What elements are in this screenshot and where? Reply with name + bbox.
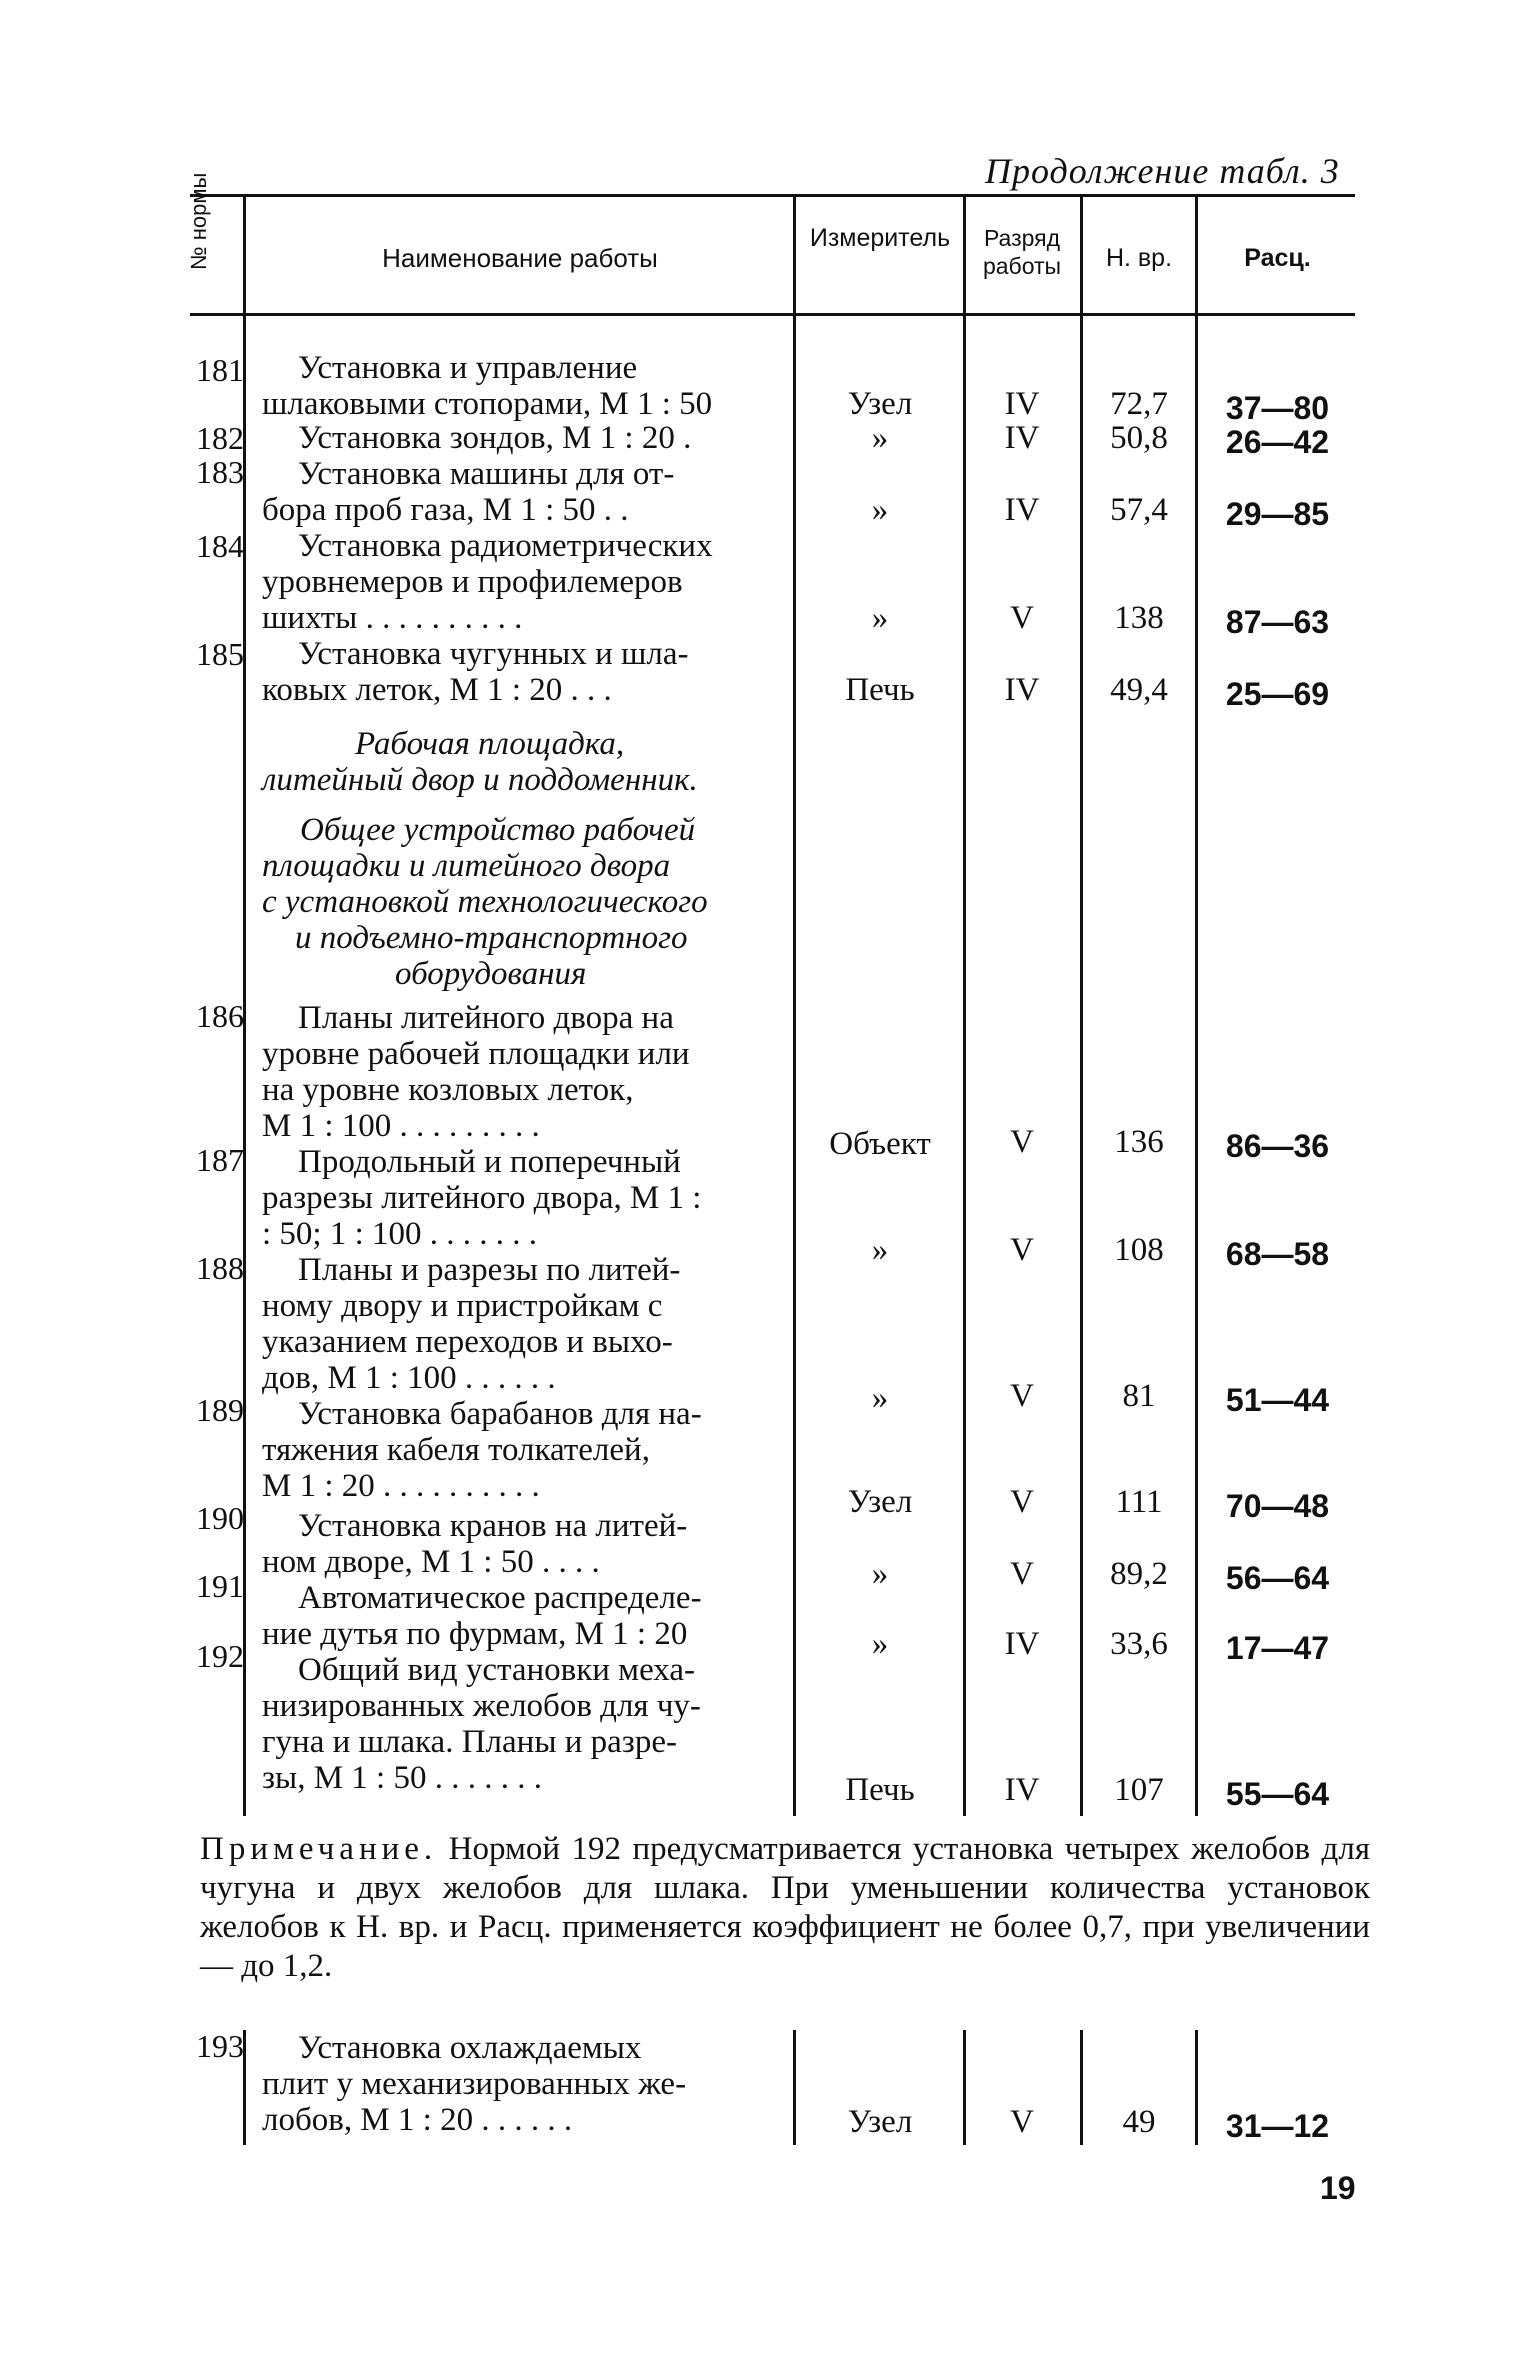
- header-nvr: Н. вр.: [1105, 244, 1173, 272]
- row-190-grade: V: [1010, 1556, 1034, 1592]
- row-193-divider-name: [793, 2030, 796, 2145]
- row-182-unit: »: [871, 420, 889, 456]
- row-192-text-1: Общий вид установки меха-: [298, 1652, 695, 1688]
- footnote-text: Нормой 192 предусматривается установка четырех желобов для чугуна и двух желобов для шлака. При уменьшении количества установок желобов к Н. вр. и Расц. применяется коэффициент не более 0,7, при увеличении — до 1,2.: [200, 1831, 1370, 1984]
- subsection-title-2: площадки и литейного двора: [262, 848, 671, 884]
- row-190-rate: 56—64: [1225, 1560, 1330, 1596]
- row-182-text-1: Установка зондов, М 1 : 20 .: [298, 420, 692, 456]
- row-186-rate: 86—36: [1225, 1128, 1330, 1164]
- top-rule: [190, 194, 1355, 197]
- row-181-rate: 37—80: [1225, 390, 1330, 426]
- row-189-text-1: Установка барабанов для на-: [298, 1396, 702, 1432]
- row-190-nvr: 89,2: [1110, 1556, 1168, 1592]
- col-divider-grade: [1080, 196, 1083, 1816]
- row-187-text-1: Продольный и поперечный: [298, 1144, 681, 1180]
- row-183-text-1: Установка машины для от-: [298, 456, 675, 492]
- row-184-unit: »: [871, 600, 889, 636]
- row-184-text-3: шихты . . . . . . . . . .: [262, 600, 523, 636]
- row-184-text-2: уровнемеров и профилемеров: [262, 564, 683, 600]
- row-184-nvr: 138: [1114, 600, 1164, 636]
- row-183-rate: 29—85: [1225, 496, 1330, 532]
- row-191-nvr: 33,6: [1110, 1626, 1168, 1662]
- row-188-nvr: 81: [1122, 1378, 1156, 1414]
- row-189-number: 189: [196, 1392, 244, 1428]
- row-183-text-2: бора проб газа, М 1 : 50 . .: [262, 492, 629, 528]
- row-187-rate: 68—58: [1225, 1236, 1330, 1272]
- row-185-unit: Печь: [845, 672, 915, 708]
- row-184-grade: V: [1010, 600, 1034, 636]
- row-192-rate: 55—64: [1225, 1776, 1330, 1812]
- row-186-text-4: М 1 : 100 . . . . . . . . .: [262, 1108, 540, 1144]
- row-187-unit: »: [871, 1232, 889, 1268]
- subsection-title-3: с установкой технологического: [262, 884, 708, 920]
- row-188-text-4: дов, М 1 : 100 . . . . . .: [262, 1360, 556, 1396]
- row-185-number: 185: [196, 636, 244, 672]
- row-182-grade: IV: [1004, 420, 1040, 456]
- row-183-nvr: 57,4: [1110, 492, 1168, 528]
- row-181-grade: IV: [1004, 386, 1040, 422]
- row-193-grade: V: [1010, 2104, 1034, 2140]
- row-192-text-4: зы, М 1 : 50 . . . . . . .: [262, 1760, 542, 1796]
- row-188-unit: »: [871, 1380, 889, 1416]
- row-182-rate: 26—42: [1225, 424, 1330, 460]
- row-191-text-2: ние дутья по фурмам, М 1 : 20: [262, 1616, 688, 1652]
- row-181-number: 181: [196, 352, 244, 388]
- row-188-number: 188: [196, 1250, 244, 1286]
- row-191-text-1: Автоматическое распределе-: [298, 1580, 702, 1616]
- row-191-grade: IV: [1004, 1626, 1040, 1662]
- row-187-nvr: 108: [1114, 1232, 1164, 1268]
- row-184-text-1: Установка радиометрических: [298, 528, 713, 564]
- row-182-nvr: 50,8: [1110, 420, 1168, 456]
- row-188-text-3: указанием переходов и выхо-: [262, 1324, 673, 1360]
- header-num: № нормы: [186, 172, 211, 270]
- subsection-title-4: и подъемно-транспортного: [295, 920, 688, 956]
- col-divider-name: [793, 196, 796, 1816]
- row-188-rate: 51—44: [1225, 1382, 1330, 1418]
- row-189-nvr: 111: [1115, 1484, 1163, 1520]
- row-193-nvr: 49: [1122, 2104, 1156, 2140]
- row-185-rate: 25—69: [1225, 676, 1330, 712]
- row-186-text-1: Планы литейного двора на: [298, 1000, 674, 1036]
- page-number: 19: [1320, 2170, 1356, 2206]
- row-181-text-1: Установка и управление: [298, 350, 638, 386]
- row-190-text-2: ном дворе, М 1 : 50 . . . .: [262, 1544, 600, 1580]
- row-181-text-2: шлаковыми стопорами, М 1 : 50: [262, 386, 713, 422]
- row-192-text-3: гуна и шлака. Планы и разре-: [262, 1724, 677, 1760]
- row-186-text-2: уровне рабочей площадки или: [262, 1036, 690, 1072]
- subsection-title-5: оборудования: [395, 956, 587, 992]
- row-193-unit: Узел: [847, 2104, 913, 2140]
- header-grade: Разряд работы: [982, 225, 1062, 279]
- footnote-label: Примечание.: [200, 1831, 438, 1867]
- row-191-number: 191: [196, 1568, 244, 1604]
- row-188-text-2: ному двору и пристройкам с: [262, 1288, 663, 1324]
- row-193-divider-nvr: [1195, 2030, 1198, 2145]
- header-bottom-rule: [190, 313, 1355, 316]
- row-193-rate: 31—12: [1225, 2108, 1330, 2144]
- row-189-unit: Узел: [847, 1484, 913, 1520]
- row-187-number: 187: [196, 1142, 244, 1178]
- header-name: Наименование работы: [382, 243, 658, 273]
- row-187-grade: V: [1010, 1232, 1034, 1268]
- footnote: [200, 1830, 1370, 1986]
- row-193-text-1: Установка охлаждаемых: [298, 2030, 642, 2066]
- row-188-grade: V: [1010, 1378, 1034, 1414]
- header-unit: Измеритель: [809, 224, 951, 252]
- subsection-title-1: Общее устройство рабочей: [300, 812, 696, 848]
- row-183-number: 183: [196, 454, 244, 490]
- row-186-unit: Объект: [829, 1126, 931, 1162]
- row-184-number: 184: [196, 528, 244, 564]
- row-192-number: 192: [196, 1638, 244, 1674]
- row-189-rate: 70—48: [1225, 1488, 1330, 1524]
- row-187-text-2: разрезы литейного двора, М 1 :: [262, 1180, 702, 1216]
- row-192-nvr: 107: [1114, 1772, 1164, 1808]
- row-189-text-2: тяжения кабеля толкателей,: [262, 1432, 650, 1468]
- row-192-unit: Печь: [845, 1772, 915, 1808]
- row-185-text-1: Установка чугунных и шла-: [298, 636, 689, 672]
- row-191-rate: 17—47: [1225, 1630, 1330, 1666]
- row-181-nvr: 72,7: [1110, 386, 1168, 422]
- header-rate: Расц.: [1244, 244, 1311, 272]
- row-185-grade: IV: [1004, 672, 1040, 708]
- row-190-text-1: Установка кранов на литей-: [298, 1508, 688, 1544]
- col-divider-nvr: [1195, 196, 1198, 1816]
- row-184-rate: 87—63: [1225, 604, 1330, 640]
- row-185-nvr: 49,4: [1110, 672, 1168, 708]
- row-182-number: 182: [196, 420, 244, 456]
- row-186-grade: V: [1010, 1124, 1034, 1160]
- row-189-grade: V: [1010, 1484, 1034, 1520]
- row-189-text-3: М 1 : 20 . . . . . . . . . .: [262, 1468, 540, 1504]
- row-193-divider-grade: [1080, 2030, 1083, 2145]
- row-186-text-3: на уровне козловых леток,: [262, 1072, 634, 1108]
- section-title-1: Рабочая площадка,: [355, 726, 625, 762]
- row-193-text-2: плит у механизированных же-: [262, 2066, 687, 2102]
- continuation-caption: Продолжение табл. 3: [985, 151, 1340, 191]
- row-186-nvr: 136: [1114, 1124, 1164, 1160]
- row-185-text-2: ковых леток, М 1 : 20 . . .: [262, 672, 612, 708]
- row-190-unit: »: [871, 1556, 889, 1592]
- row-183-unit: »: [871, 492, 889, 528]
- section-title-2: литейный двор и поддоменник.: [262, 762, 698, 798]
- row-187-text-3: : 50; 1 : 100 . . . . . . .: [262, 1216, 538, 1252]
- row-193-number: 193: [196, 2028, 244, 2064]
- row-188-text-1: Планы и разрезы по литей-: [298, 1252, 681, 1288]
- row-186-number: 186: [196, 998, 244, 1034]
- row-181-unit: Узел: [847, 386, 913, 422]
- row-192-text-2: низированных желобов для чу-: [262, 1688, 701, 1724]
- row-191-unit: »: [871, 1626, 889, 1662]
- row-192-grade: IV: [1004, 1772, 1040, 1808]
- row-190-number: 190: [196, 1500, 244, 1536]
- row-183-grade: IV: [1004, 492, 1040, 528]
- row-193-text-3: лобов, М 1 : 20 . . . . . .: [262, 2102, 573, 2138]
